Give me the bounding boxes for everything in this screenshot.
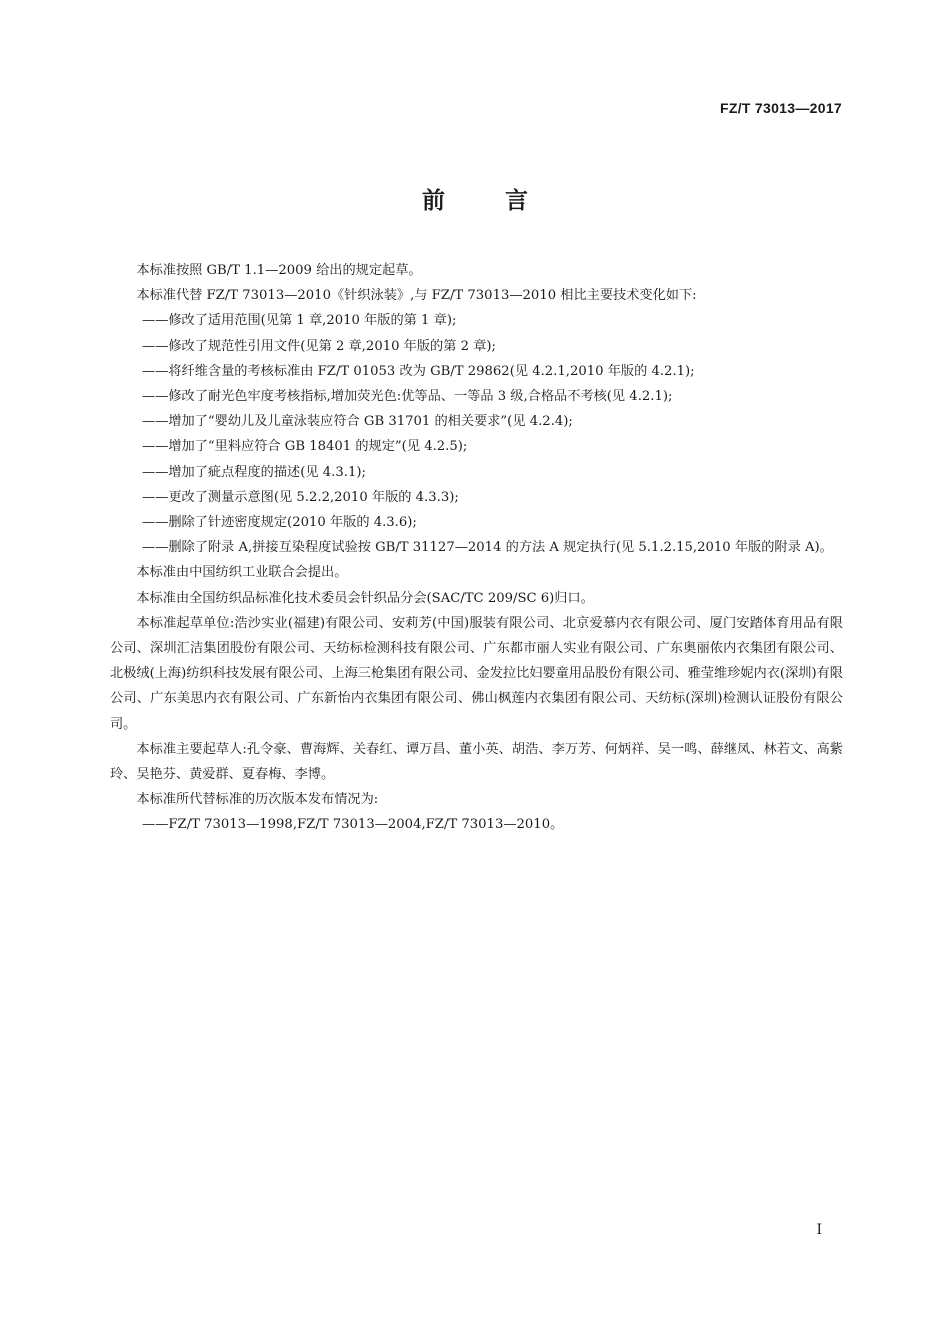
change-item: ——修改了耐光色牢度考核指标,增加荧光色:优等品、一等品 3 级,合格品不考核(见 4.2.1); bbox=[142, 389, 673, 405]
history-item: ——FZ/T 73013—1998,FZ/T 73013—2004,FZ/T 73013—2010。 bbox=[142, 817, 564, 833]
change-item: ——修改了适用范围(见第 1 章,2010 年版的第 1 章); bbox=[142, 313, 457, 329]
foreword-body bbox=[110, 258, 843, 838]
committee-paragraph: 本标准由全国纺织品标准化技术委员会针织品分会(SAC/TC 209/SC 6)归口。 bbox=[136, 590, 594, 606]
proposer-paragraph: 本标准由中国纺织工业联合会提出。 bbox=[136, 565, 348, 581]
standard-number: FZ/T 73013—2017 bbox=[719, 100, 842, 116]
change-item: ——删除了针迹密度规定(2010 年版的 4.3.6); bbox=[142, 515, 417, 531]
drafting-rule-paragraph: 本标准按照 GB/T 1.1—2009 给出的规定起草。 bbox=[136, 263, 422, 278]
change-item: ——增加了疵点程度的描述(见 4.3.1); bbox=[142, 464, 366, 480]
change-item: ——删除了附录 A,拼接互染程度试验按 GB/T 31127—2014 的方法 A 规定执行(见 5.1.2.15,2010 年版的附录 A)。 bbox=[142, 540, 833, 556]
replacement-paragraph: 本标准代替 FZ/T 73013—2010《针织泳装》,与 FZ/T 73013—2010 相比主要技术变化如下: bbox=[136, 288, 697, 304]
change-item: ——将纤维含量的考核标准由 FZ/T 01053 改为 GB/T 29862(见 4.2.1,2010 年版的 4.2.1); bbox=[142, 363, 695, 379]
page-number: I bbox=[816, 1222, 822, 1238]
drafting-units-paragraph: 本标准起草单位:浩沙实业(福建)有限公司、安莉芳(中国)服装有限公司、北京爱慕内衣有限公司、厦门安踏体育用品有限公司、深圳汇洁集团股份有限公司、天纺标检测科技有限公司、广东都市丽人实业有限公司、广东奥丽侬内衣集团有限公司、北极绒(上海)纺织科技发展有限公司、上海三枪集团有限公司、金发拉比妇婴童用品股份有限公司、雅莹维珍妮内衣(深圳)有限公司、广东美思内衣有限公司、广东新怡内衣集团有限公司、佛山枫莲内衣集团有限公司、天纺标(深圳)检测认证股份有限公司。 bbox=[110, 615, 843, 732]
drafters-paragraph: 本标准主要起草人:孔令豪、曹海辉、关春红、谭万昌、董小英、胡浩、李万芳、何炳祥、吴一鸣、薛继凤、林若文、高紫玲、吴艳芬、黄爱群、夏春梅、李博。 bbox=[110, 741, 843, 783]
change-item: ——修改了规范性引用文件(见第 2 章,2010 年版的第 2 章); bbox=[142, 338, 496, 354]
change-item: ——更改了测量示意图(见 5.2.2,2010 年版的 4.3.3); bbox=[142, 489, 459, 505]
history-intro-paragraph: 本标准所代替标准的历次版本发布情况为: bbox=[136, 792, 379, 808]
page-title: 前言 bbox=[422, 188, 588, 214]
change-item: ——增加了“婴幼儿及儿童泳装应符合 GB 31701 的相关要求”(见 4.2.4); bbox=[142, 414, 573, 430]
change-item: ——增加了“里料应符合 GB 18401 的规定”(见 4.2.5); bbox=[142, 439, 468, 455]
